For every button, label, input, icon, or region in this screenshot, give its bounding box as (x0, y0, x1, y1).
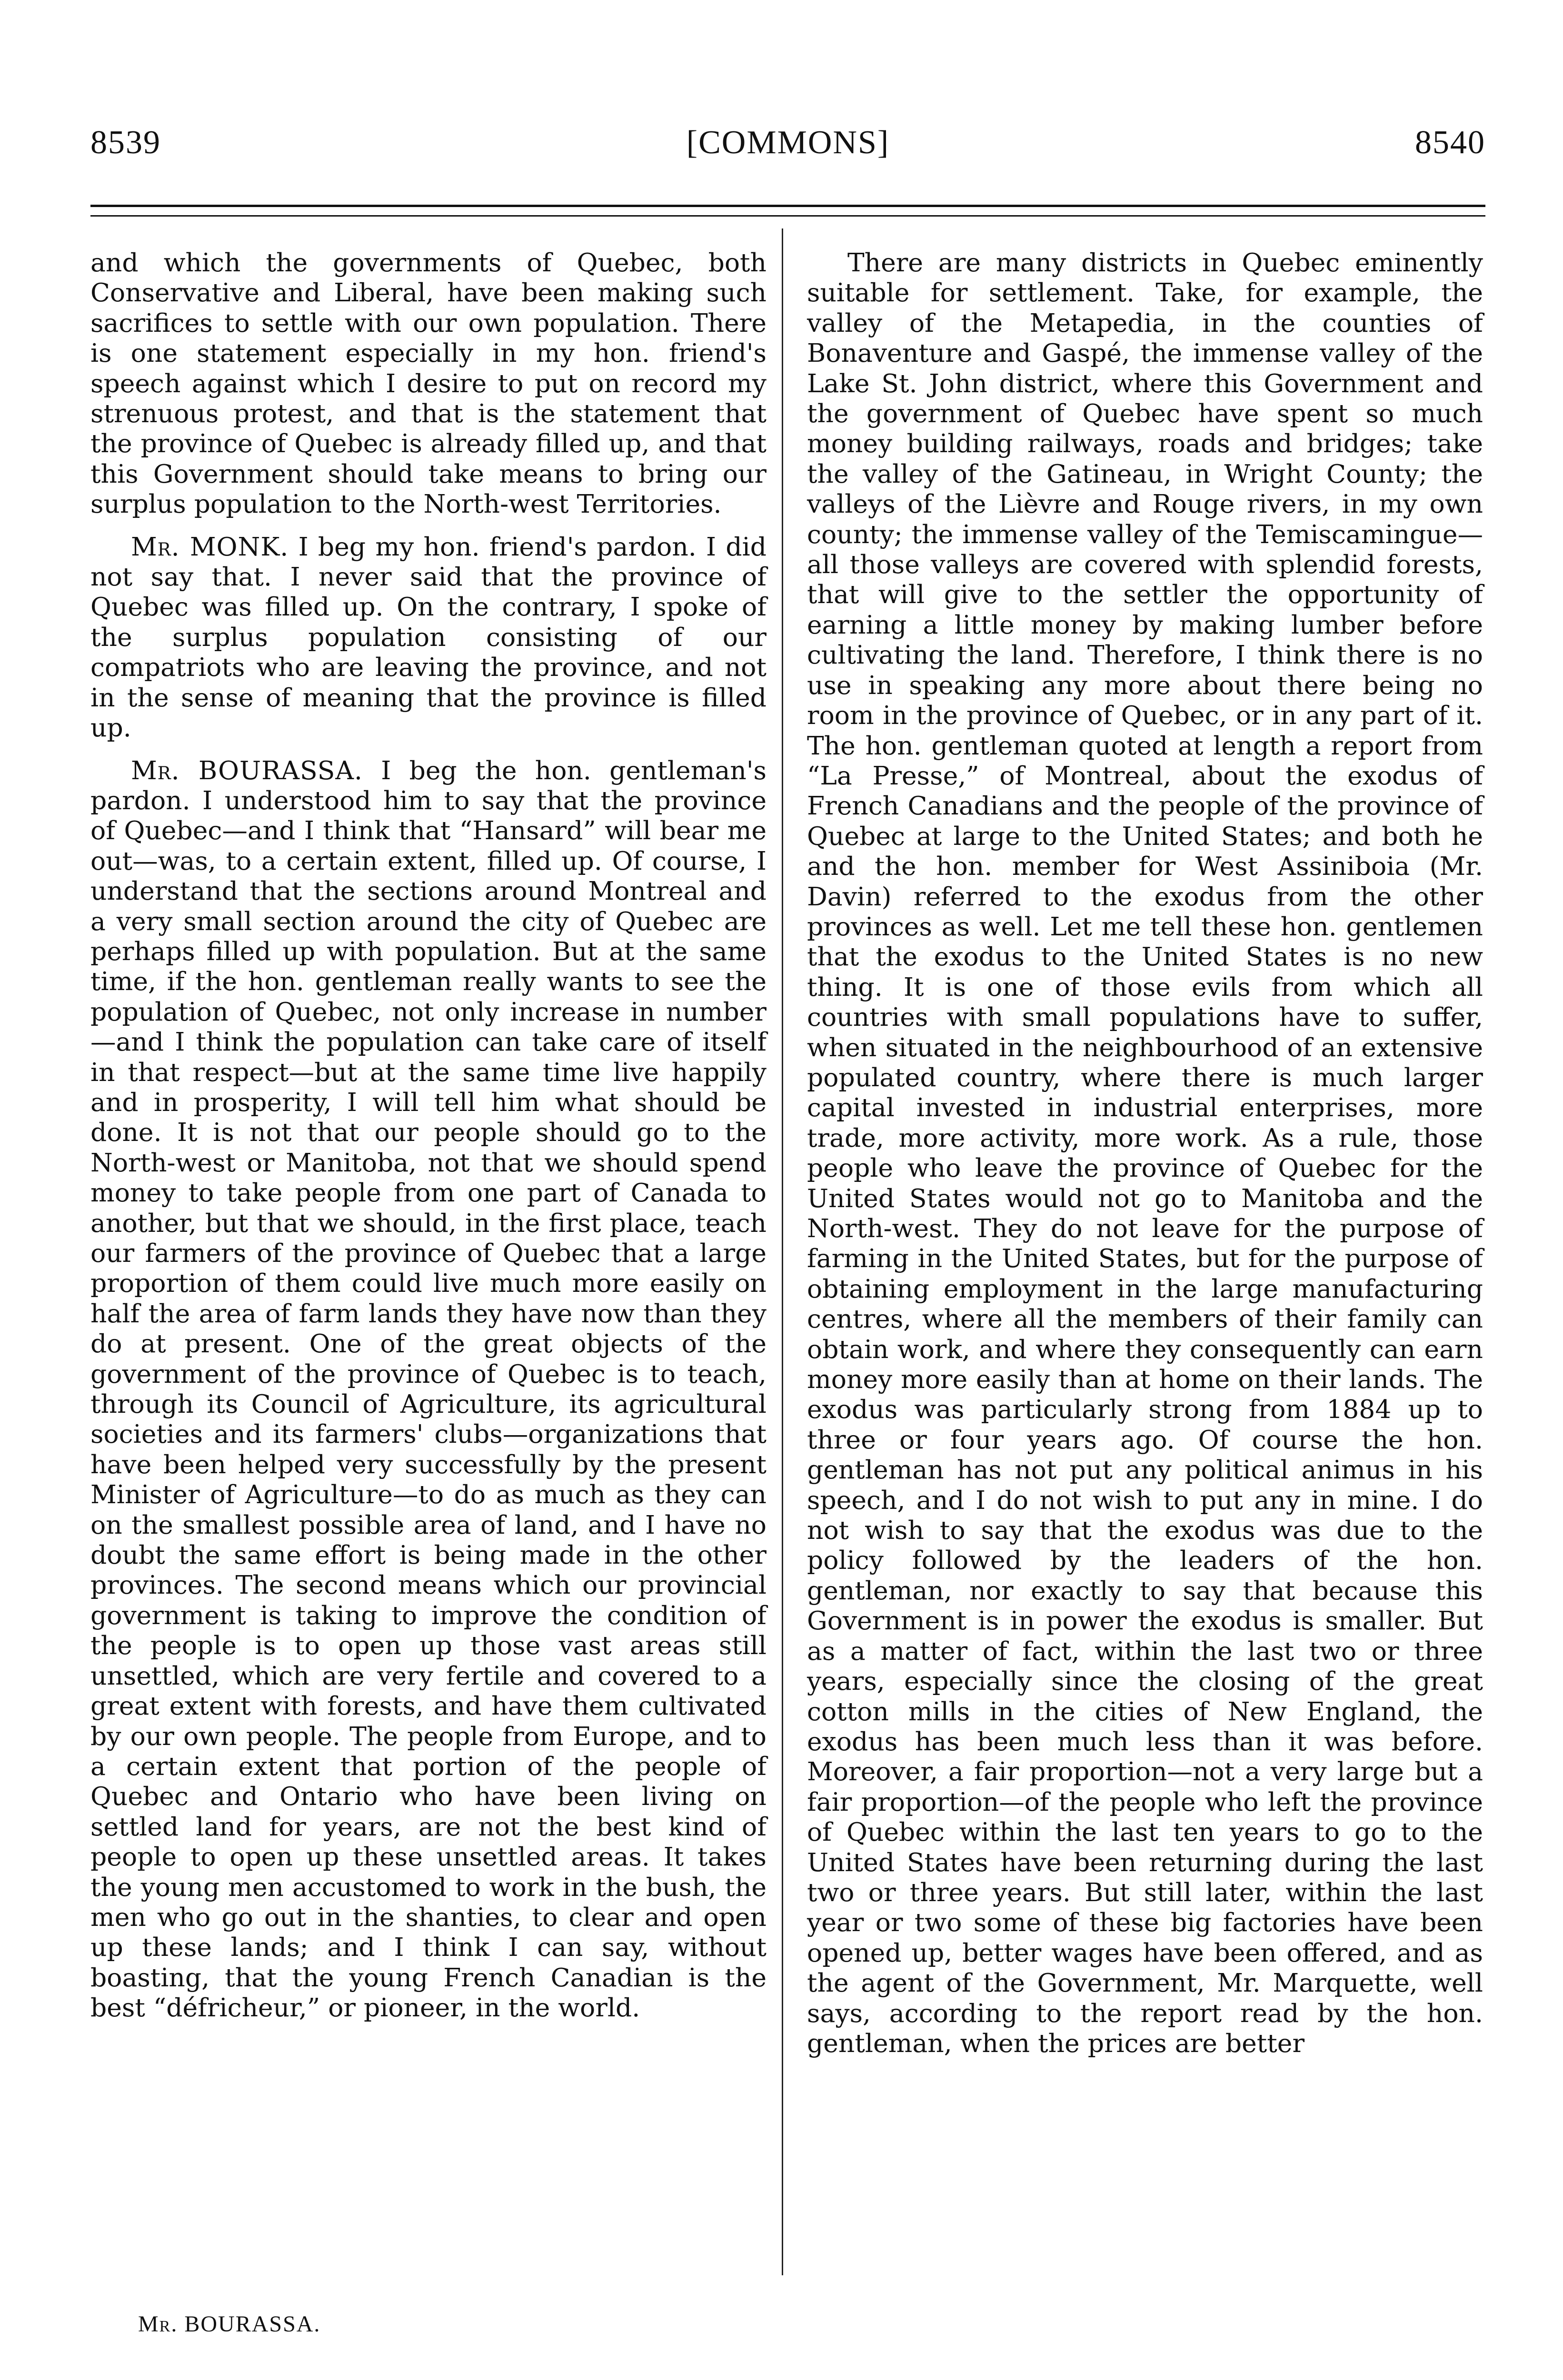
page-header (90, 124, 1485, 176)
section-title: [COMMONS] (686, 124, 890, 161)
paragraph-districts: There are many districts in Quebec eminently suitable for settlement. Take, for example, the valley of the Metapedia, in the counties of Bonaventure and Gaspé, the immense valley of the Lake St. John district, where this Government and the government of Quebec have spent so much money building railways, roads and bridges; take the valley of the Gatineau, in Wright County; the valleys of the Lièvre and Rouge rivers, in my own county; the immense valley of the Temiscamingue—all those valleys are covered with splendid forests, that will give to the settler the opportunity of earning a little money by making lumber before cultivating the land. Therefore, I think there is no use in speaking any more about there being no room in the province of Quebec, or in any part of it. The hon. gentleman quoted at length a report from “La Presse,” of Montreal, about the exodus of French Canadians and the people of the province of Quebec at large to the United States; and both he and the hon. member for West Assiniboia (Mr. Davin) referred to the exodus from the other provinces as well. Let me tell these hon. gentlemen that the exodus to the United States is no new thing. It is one of those evils from which all countries with small populations have to suffer, when situated in the neighbourhood of an extensive populated country, where there is much larger capital invested in industrial enterprises, more trade, more activity, more work. As a rule, those people who leave the province of Quebec for the United States would not go to Manitoba and the North-west. They do not leave for the purpose of farming in the United States, but for the purpose of obtaining employment in the large manufacturing centres, where all the members of their family can obtain work, and where they consequently can earn money more easily than at home on their lands. The exodus was particularly strong from 1884 up to three or four years ago. Of course the hon. gentleman has not put any political animus in his speech, and I do not wish to put any in mine. I do not wish to say that the exodus was due to the policy followed by the leaders of the hon. gentleman, nor exactly to say that because this Government is in power the exodus is smaller. But as a matter of fact, within the last two or three years, especially since the closing of the great cotton mills in the cities of New England, the exodus has been much less than it was before. Moreover, a fair proportion—not a very large but a fair proportion—of the people who left the province of Quebec within the last ten years to go to the United States have been returning during the last two or three years. But still later, within the last year or two some of these big factories have been opened up, better wages have been offered, and as the agent of the Government, Mr. Marquette, well says, according to the report read by the hon. gentleman, when the prices are better (807, 248, 1483, 2058)
paragraph-bourassa (90, 755, 767, 2023)
speech-text: I beg the hon. gentleman's pardon. I understood him to say that the province of Quebec—and I think that “Hansard” will bear me out—was, to a certain extent, filled up. Of course, I understand that the sections around Montreal and a very small section around the city of Quebec are perhaps filled up with population. But at the same time, if the hon. gentleman really wants to see the population of Quebec, not only increase in number—and I think the population can take care of itself in that respect—but at the same time live happily and in prosperity, I will tell him what should be done. It is not that our people should go to the North-west or Manitoba, not that we should spend money to take people from one part of Canada to another, but that we should, in the first place, teach our farmers of the province of Quebec that a large proportion of them could live much more easily on half the area of farm lands they have now than they do at present. One of the great objects of the government of the province of Quebec is to teach, through its Council of Agriculture, its agricultural societies and its farmers' clubs—organizations that have been helped very successfully by the present Minister of Agriculture—to do as much as they can on the smallest possible area of land, and I have no doubt the same effort is being made in the other provinces. The second means which our provincial government is taking to improve the condition of the people is to open up those vast areas still unsettled, which are very fertile and covered to a great extent with forests, and have them cultivated by our own people. The people from Europe, and to a certain extent that portion of the people of Quebec and Ontario who have been living on settled land for years, are not the best kind of people to open up these unsettled areas. It takes the young men accustomed to work in the bush, the men who go out in the shanties, to clear and open up these lands; and I think I can say, without boasting, that the young French Canadian is the best “défricheur,” or pioneer, in the world. (90, 755, 767, 2023)
page-number-left: 8539 (90, 124, 161, 161)
page-number-right: 8540 (1415, 124, 1485, 161)
right-column (807, 248, 1483, 2058)
header-rule-thick (90, 205, 1485, 207)
paragraph-monk (90, 532, 767, 743)
header-rule-thin (90, 215, 1485, 217)
paragraph-continued: and which the governments of Quebec, both Conservative and Liberal, have been making such sacrifices to settle with our own population. There is one statement especially in my hon. friend's speech against which I desire to put on record my strenuous protest, and that is the statement that the province of Quebec is already filled up, and that this Government should take means to bring our surplus population to the North-west Territories. (90, 248, 767, 519)
left-column (90, 248, 767, 2023)
speaker-name: Mr. BOURASSA. (131, 755, 363, 785)
column-divider (782, 228, 783, 2275)
running-footer: Mr. BOURASSA. (138, 2311, 321, 2337)
speaker-name: Mr. MONK. (131, 531, 289, 562)
speech-text: I beg my hon. friend's pardon. I did not say that. I never said that the province of Quebec was filled up. On the contrary, I spoke of the surplus population consisting of our compatriots who are leaving the province, and not in the sense of meaning that the province is filled up. (90, 531, 767, 743)
